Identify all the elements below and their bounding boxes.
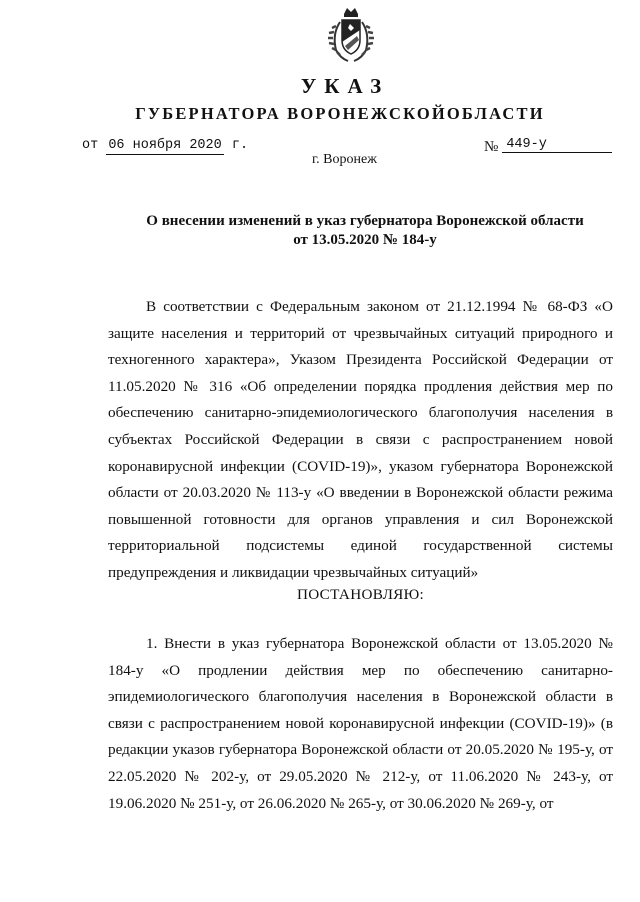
decree-word: ПОСТАНОВЛЯЮ: [296, 586, 425, 603]
document-number: 449-у [502, 138, 612, 153]
document-date: 06 ноября 2020 [108, 138, 222, 153]
preamble [108, 294, 613, 587]
point-1 [108, 631, 613, 817]
document-title: УКАЗ [300, 74, 390, 98]
number-sign: № [484, 139, 499, 155]
document-issuer: ГУБЕРНАТОРА ВОРОНЕЖСКОЙОБЛАСТИ [135, 104, 545, 123]
city: г. Воронеж [312, 152, 377, 167]
preamble-paragraph: В соответствии с Федеральным законом от 21.12.1994 № 68-ФЗ «О защите населения и территорий от чрезвычайных ситуаций природного и техногенного характера», Указом Президента Российской Федерации от 11.05.2020 № 316 «Об определении порядка продления действия мер по обеспечению санитарно-эпидемиологического благополучия населения в субъектах Российской Федерации в связи с распространением новой коронавирусной инфекции (COVID-19)», указом губернатора Воронежской области от 20.03.2020 № 113-у «О введении в Воронежской области режима повышенной готовности для органов управления и сил Воронежской территориальной подсистемы единой государственной системы предупреждения и ликвидации чрезвычайных ситуаций» [108, 298, 613, 581]
number-line [484, 138, 612, 157]
date-suffix: г. [231, 138, 249, 153]
point-1-paragraph: 1. Внести в указ губернатора Воронежской области от 13.05.2020 № 184-у «О продлении действия мер по обеспечению санитарно-эпидемиологического благополучия населения в Воронежской области в связи с распространением новой коронавирусной инфекции (COVID-19)» (в редакции указов губернатора Воронежской области от 20.05.2020 № 195-у, от 22.05.2020 № 202-у, от 29.05.2020 № 212-у, от 11.06.2020 № 243-у, от 19.06.2020 № 251-у, от 26.06.2020 № 265-у, от 30.06.2020 № 269-у, от [108, 635, 613, 812]
date-line [82, 138, 248, 155]
date-prefix: от [82, 138, 99, 153]
voronezh-coat-of-arms-icon [326, 6, 376, 64]
subject-line-2: от 13.05.2020 № 184-у [293, 232, 437, 248]
document-subject [0, 212, 640, 250]
subject-line-1: О внесении изменений в указ губернатора Воронежской области [146, 213, 584, 229]
